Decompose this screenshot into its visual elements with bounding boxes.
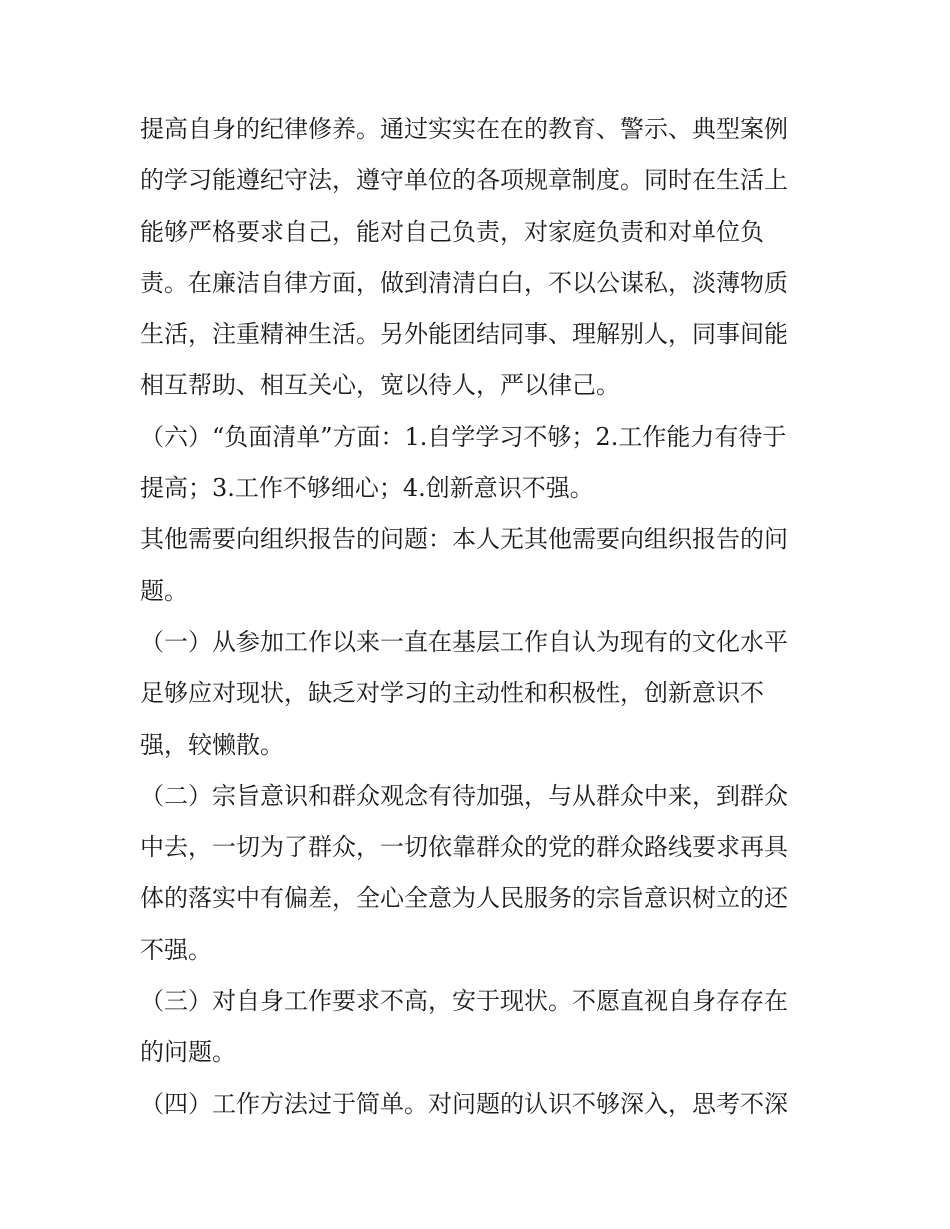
text-line: 中去，一切为了群众，一切依靠群众的党的群众路线要求再具 [140, 833, 788, 862]
text-line: 不强。 [140, 935, 212, 964]
document-body [140, 104, 820, 1130]
text-line: 相互帮助、相互关心，宽以待人，严以律己。 [140, 371, 620, 400]
text-line: 责。在廉洁自律方面，做到清清白白，不以公谋私，淡薄物质 [140, 268, 788, 297]
text-line: 的学习能遵纪守法，遵守单位的各项规章制度。同时在生活上 [140, 166, 788, 195]
text-line: 能够严格要求自己，能对自己负责，对家庭负责和对单位负 [140, 217, 764, 246]
text-line: 提高；3.工作不够细心；4.创新意识不强。 [140, 474, 594, 503]
text-line: （一）从参加工作以来一直在基层工作自认为现有的文化水平 [140, 627, 788, 656]
text-line: 题。 [140, 576, 188, 605]
text-line: 生活，注重精神生活。另外能团结同事、理解别人，同事间能 [140, 320, 788, 349]
text-line: 强，较懒散。 [140, 730, 284, 759]
text-line: 的问题。 [140, 1038, 236, 1067]
text-line: （二）宗旨意识和群众观念有待加强，与从群众中来，到群众 [140, 781, 788, 810]
text-line: （三）对自身工作要求不高，安于现状。不愿直视自身存存在 [140, 987, 788, 1016]
text-line: 其他需要向组织报告的问题：本人无其他需要向组织报告的问 [140, 525, 788, 554]
text-line: 提高自身的纪律修养。通过实实在在的教育、警示、典型案例 [140, 115, 788, 143]
text-line: （六）“负面清单”方面：1.自学学习不够；2.工作能力有待于 [140, 422, 787, 451]
text-line: 足够应对现状，缺乏对学习的主动性和积极性，创新意识不 [140, 679, 764, 708]
text-line: （四）工作方法过于简单。对问题的认识不够深入，思考不深 [140, 1089, 788, 1118]
text-line: 体的落实中有偏差，全心全意为人民服务的宗旨意识树立的还 [140, 884, 788, 913]
